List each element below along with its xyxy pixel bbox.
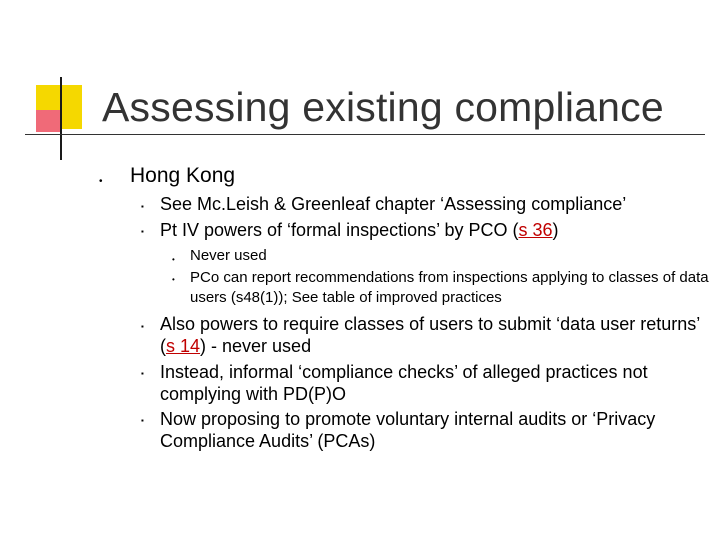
s36-link[interactable]: s 36 xyxy=(518,220,553,240)
bullet-mcleish-chapter: See Mc.Leish & Greenleaf chapter ‘Assessing compliance’ xyxy=(160,194,627,214)
vertical-rule-decoration xyxy=(60,77,62,160)
bullet-square: ▪ xyxy=(141,322,144,331)
bullet-privacy-audits: Now proposing to promote voluntary internal audits or ‘Privacy Compliance Audits’ (PCAs) xyxy=(160,409,656,451)
bullet-square: ▪ xyxy=(141,227,144,236)
horizontal-rule-decoration xyxy=(25,134,705,135)
slide-title: Assessing existing compliance xyxy=(102,84,664,130)
bullet-never-used: Never used xyxy=(190,247,267,264)
bullet-hong-kong: Hong Kong xyxy=(130,164,236,187)
bullet-dot-small: • xyxy=(172,255,175,264)
pink-square-decoration xyxy=(36,110,62,132)
s14-link[interactable]: s 14 xyxy=(166,336,201,356)
bullet-square: ▪ xyxy=(141,369,144,378)
bullet-dot: • xyxy=(99,176,103,187)
bullet-pco-recommendations: PCo can report recommendations from inspections applying to classes of data users (s48(1)); See table of improved practices xyxy=(190,269,709,306)
bullet-formal-inspections: Pt IV powers of ‘formal inspections’ by PCO (s 36) xyxy=(160,220,559,240)
bullet-data-user-returns: Also powers to require classes of users to submit ‘data user returns’ (s 14) - never used xyxy=(160,314,700,356)
bullet-dot-small: • xyxy=(172,275,175,284)
bullet-compliance-checks: Instead, informal ‘compliance checks’ of alleged practices not complying with PD(P)O xyxy=(160,362,648,404)
bullet-square: ▪ xyxy=(141,202,144,211)
bullet-square: ▪ xyxy=(141,416,144,425)
